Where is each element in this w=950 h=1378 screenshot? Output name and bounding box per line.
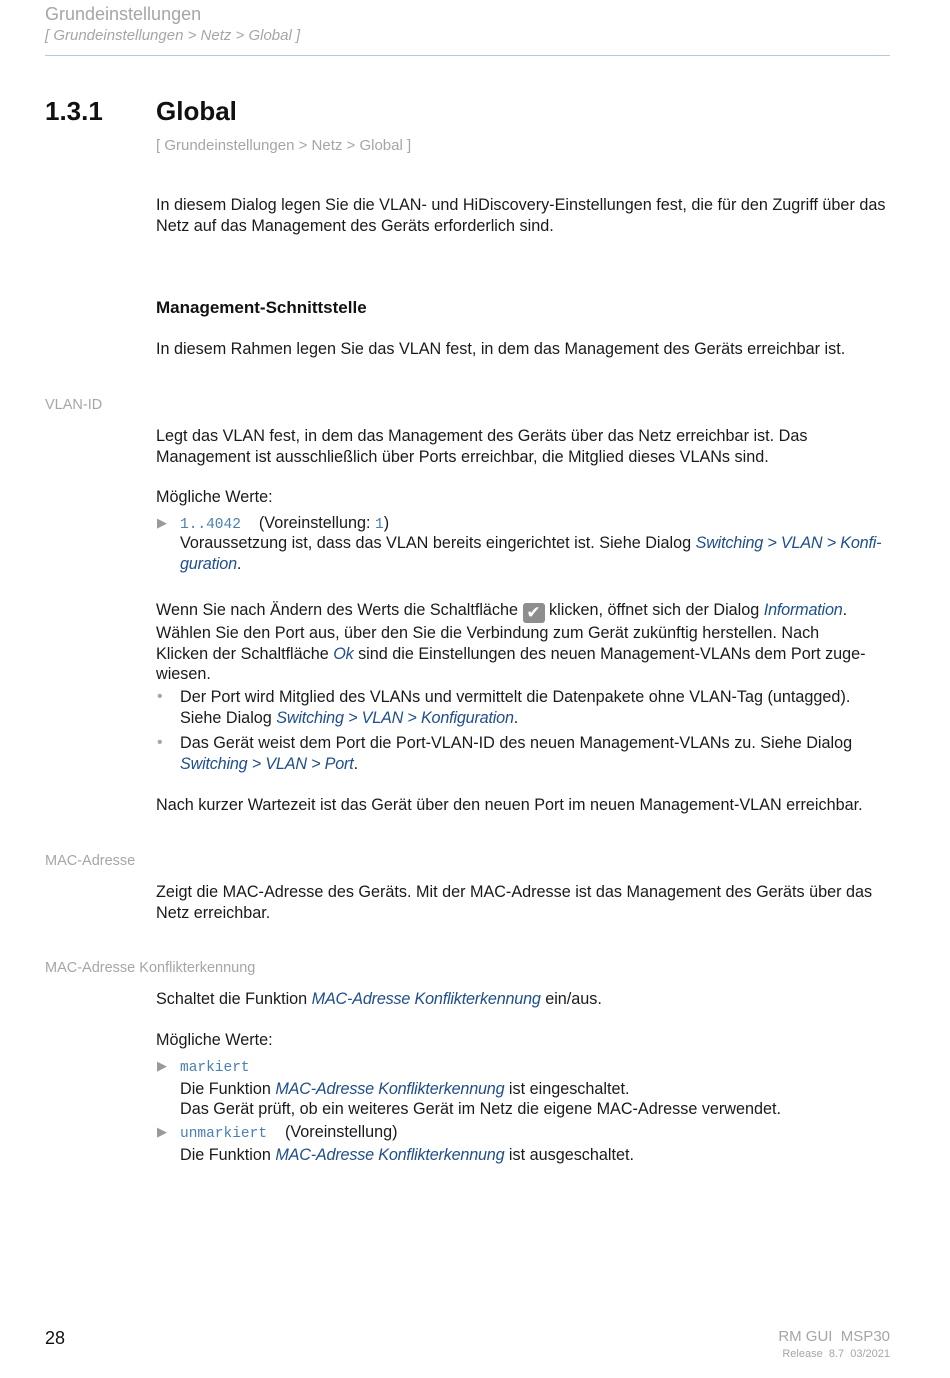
- vlan-id-req-end: .: [236, 554, 242, 573]
- mac-conflict-desc-pre: Schaltet die Funktion: [156, 990, 312, 1008]
- section-breadcrumb: [ Grundeinstellungen > Netz > Global ]: [156, 137, 412, 154]
- footer-product: RM GUI MSP30: [778, 1328, 890, 1345]
- link-mac-conflict-function: MAC-Adresse Konflikterkennung: [311, 990, 541, 1008]
- opt1-function-name: MAC-Adresse Konflikterkennung: [275, 1079, 505, 1098]
- link-switching-vlan-port[interactable]: Switching > VLAN > Port: [180, 754, 354, 773]
- option-unmarkiert-default: (Voreinstellung): [285, 1123, 398, 1141]
- opt1-line2: Das Gerät prüft, ob ein weiteres Gerät im Netz die eigene MAC-Adresse verwendet.: [180, 1100, 782, 1118]
- vlan-id-default-post: ): [383, 514, 390, 532]
- vlan-id-req-text: Voraussetzung ist, dass das VLAN bereits eingerichtet ist. Siehe Dialog: [180, 534, 696, 552]
- link-switching-vlan-konfiguration-cont[interactable]: guration: [180, 554, 237, 573]
- vlan-bullet-1-prefix: Siehe Dialog: [180, 708, 277, 727]
- bullet-dot-icon: •: [157, 734, 163, 751]
- footer-release: Release 8.7 03/2021: [782, 1348, 890, 1360]
- ok-button-reference: Ok: [333, 644, 354, 663]
- vlan-change-text-3: Wählen Sie den Port aus, über den Sie die Verbindung zum Gerät zukünftig herstellen. Nach: [156, 624, 820, 642]
- option-markiert: markiert: [180, 1060, 250, 1076]
- bullet-dot-icon: •: [157, 688, 163, 705]
- page-number: 28: [45, 1328, 66, 1348]
- opt1-line1-pre: Die Funktion: [180, 1079, 276, 1098]
- vlan-change-text-2: klicken, öffnet sich der Dialog: [549, 601, 760, 619]
- mac-conflict-option-markiert: [180, 1056, 900, 1120]
- vlan-change-text-4: Klicken der Schaltfläche: [156, 644, 329, 663]
- vlan-id-label: VLAN-ID: [45, 397, 103, 413]
- vlan-change-text-1: Wenn Sie nach Ändern des Werts die Schaltfläche: [156, 601, 519, 619]
- mac-conflict-label: MAC-Adresse Konflikterkennung: [45, 960, 256, 976]
- vlan-id-requirement: [180, 533, 900, 574]
- link-information-dialog[interactable]: Information: [763, 601, 843, 619]
- mgmt-heading: Management-Schnittstelle: [156, 298, 367, 317]
- vlan-id-description: Legt das VLAN fest, in dem das Management des Geräts über das Netz erreichbar ist. Das Management ist ausschließlich über Ports erreichbar, die Mitglied dieses VLANs sind.: [156, 427, 808, 466]
- vlan-bullet-2: Das Gerät weist dem Port die Port-VLAN-ID des neuen Management-VLANs zu. Siehe Dialog Switching > VLAN > Port.: [180, 734, 853, 773]
- header-title: Grundeinstellungen: [45, 4, 202, 24]
- mac-conflict-description: [156, 989, 896, 1010]
- opt1-line1-post: ist eingeschaltet.: [504, 1079, 630, 1098]
- mac-conflict-desc-post: ein/aus.: [540, 990, 602, 1008]
- mac-address-label: MAC-Adresse: [45, 853, 136, 869]
- checkmark-button-icon: ✔: [523, 603, 545, 623]
- vlan-id-possible-values: Mögliche Werte:: [156, 488, 273, 506]
- section-title: Global: [156, 96, 237, 126]
- link-switching-vlan-konfiguration[interactable]: Switching > VLAN > Konfi-: [695, 534, 882, 552]
- section-intro: In diesem Dialog legen Sie die VLAN- und HiDiscovery-Einstellungen fest, die für den Zugriff über das Netz auf das Management des Geräts erforderlich sind.: [156, 196, 886, 235]
- vlan-change-text-6: wiesen.: [156, 665, 211, 683]
- triangle-right-icon: ▶: [157, 1058, 167, 1073]
- section-number: 1.3.1: [45, 96, 103, 126]
- opt2-line1-post: ist ausgeschaltet.: [504, 1145, 634, 1164]
- vlan-id-default-pre: (Voreinstellung:: [258, 514, 376, 532]
- link-switching-vlan-konfiguration-2[interactable]: Switching > VLAN > Konfiguration: [276, 708, 514, 727]
- vlan-bullet-1-text: Der Port wird Mitglied des VLANs und vermittelt die Datenpakete ohne VLAN-Tag (untagged).: [180, 688, 851, 706]
- opt2-function-name: MAC-Adresse Konflikterkennung: [275, 1145, 505, 1164]
- header-breadcrumb: [ Grundeinstellungen > Netz > Global ]: [45, 27, 301, 44]
- mac-conflict-option-unmarkiert: [180, 1122, 900, 1165]
- mgmt-description: In diesem Rahmen legen Sie das VLAN fest, in dem das Management des Geräts erreichbar ist.: [156, 340, 846, 358]
- vlan-id-default-value: 1: [375, 517, 384, 533]
- option-unmarkiert: unmarkiert: [180, 1126, 268, 1142]
- mac-conflict-possible-values: Mögliche Werte:: [156, 1031, 273, 1049]
- vlan-change-paragraph: Wenn Sie nach Ändern des Werts die Schaltfläche ✔ klicken, öffnet sich der Dialog Information. Wählen Sie den Port aus, über den Sie die Verbindung zum Gerät zukünftig herstellen. Nach Klicken der Schaltfläche Ok sind die Einstellungen des neuen Management-VLANs dem Port zuge- wiesen.: [156, 601, 866, 683]
- vlan-bullet-1: Der Port wird Mitglied des VLANs und vermittelt die Datenpakete ohne VLAN-Tag (untagged). Siehe Dialog Switching > VLAN > Konfiguration.: [180, 688, 851, 727]
- triangle-right-icon: ▶: [157, 1124, 167, 1139]
- mac-address-description: Zeigt die MAC-Adresse des Geräts. Mit der MAC-Adresse ist das Management des Geräts über das Netz erreichbar.: [156, 883, 873, 922]
- vlan-after-text: Nach kurzer Wartezeit ist das Gerät über den neuen Port im neuen Management-VLAN erreichbar.: [156, 796, 863, 814]
- vlan-change-text-5: sind die Einstellungen des neuen Management-VLANs dem Port zuge-: [358, 644, 866, 663]
- opt2-line1-pre: Die Funktion: [180, 1145, 276, 1164]
- vlan-id-range: 1..4042: [180, 517, 241, 533]
- vlan-bullet-2-text: Das Gerät weist dem Port die Port-VLAN-ID des neuen Management-VLANs zu. Siehe Dialog: [180, 734, 853, 752]
- header-divider: [45, 55, 890, 56]
- triangle-right-icon: ▶: [157, 515, 167, 530]
